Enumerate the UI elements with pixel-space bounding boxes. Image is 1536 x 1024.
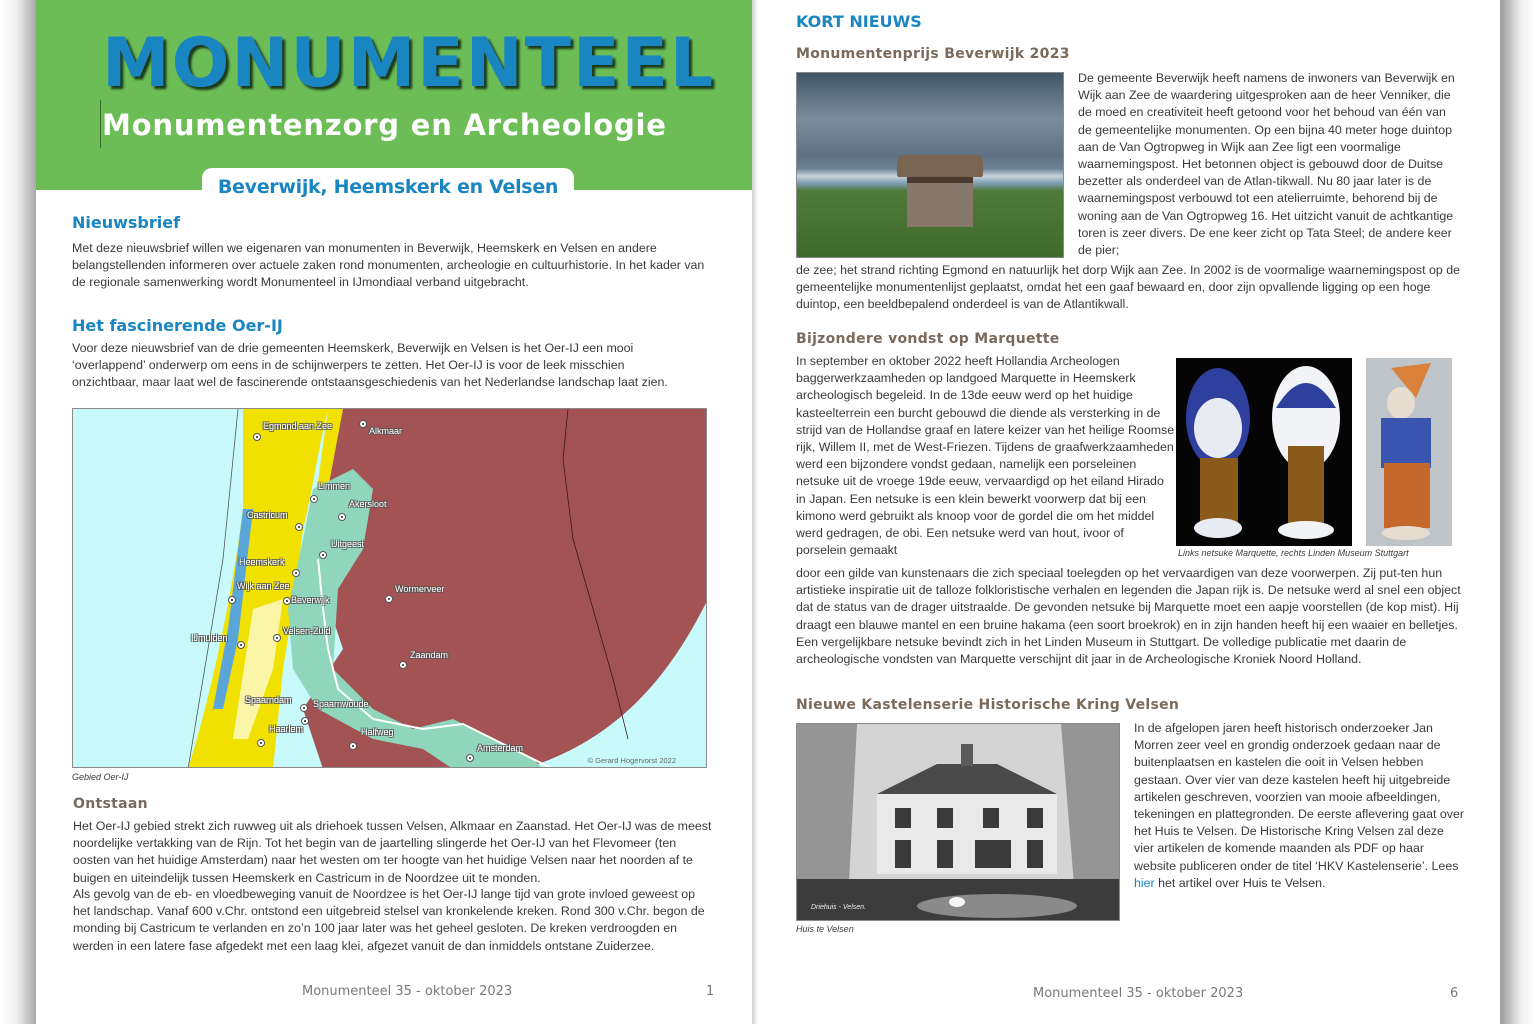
masthead-title: MONUMENTEEL <box>102 24 716 103</box>
map-dot <box>349 742 357 750</box>
netsuke-caption: Links netsuke Marquette, rechts Linden Museum Stuttgart <box>1178 548 1409 558</box>
hier-link[interactable]: hier <box>1134 875 1155 890</box>
map-label-egmond: Egmond aan Zee <box>263 421 333 431</box>
map-label-wijk-aan-zee: Wijk aan Zee <box>237 581 290 591</box>
page-footer: Monumenteel 35 - oktober 2023 <box>302 984 513 999</box>
heading-kastelenserie: Nieuwe Kastelenserie Historische Kring Velsen <box>796 697 1180 713</box>
page-number: 6 <box>1450 986 1459 1001</box>
map-caption: Gebied Oer-IJ <box>72 772 129 782</box>
map-label-beverwijk: Beverwijk <box>291 595 330 605</box>
map-dot <box>295 523 303 531</box>
map-dot <box>273 634 281 642</box>
map-label-spaarndam: Spaarndam <box>245 695 292 705</box>
castle-illustration <box>797 724 1120 921</box>
masthead <box>36 0 754 190</box>
masthead-subtitle: Monumentenzorg en Archeologie <box>102 108 667 142</box>
map-dot <box>300 704 308 712</box>
photo-huis-te-velsen <box>796 723 1120 921</box>
castle-photo-inscription: Driehuis - Velsen. <box>811 904 866 911</box>
map-label-amsterdam: Amsterdam <box>477 743 524 753</box>
map-dot <box>385 595 393 603</box>
photo-netsuke <box>1176 358 1452 546</box>
page-left <box>36 0 754 1024</box>
masthead-divider <box>100 100 101 148</box>
map-dot <box>292 569 300 577</box>
map-label-velsen-zuid: Velsen-Zuid <box>283 626 331 636</box>
spread-left-shadow <box>0 0 40 1024</box>
map-dot <box>237 641 245 649</box>
map-label-alkmaar: Alkmaar <box>369 426 403 436</box>
oer-ij-text: Voor deze nieuwsbrief van de drie gemeenten Heemskerk, Beverwijk en Velsen is het Oer-IJ een mooi ‘overlappend’ onderwerp om eens in de schijnwerpers te zetten. Het Oer-IJ is voor de leek misschien onzichtbaar, maar laat wel de fascinerende ontstaansgeschiedenis van het Nederlandse landschap laat zien. <box>72 341 668 390</box>
map-label-heemskerk: Heemskerk <box>239 557 285 567</box>
map-label-spaarnwoude: Spaarnwoude <box>313 699 369 709</box>
map-label-castricum: Castricum <box>247 510 288 520</box>
heading-oer-ij: Het fascinerende Oer-IJ <box>72 316 283 335</box>
kastelenserie-text-before: In de afgelopen jaren heeft historisch onderzoeker Jan Morren zeer veel en grondig onderzoek gedaan naar de buitenplaatsen en kastelen die ooit in Velsen hebben gestaan. Over vier van deze kastelen heeft hij uitgebreide artikelen geschreven, voorzien van mooie afbeeldingen, tekeningen en plattegronden. De eerste aflevering gaat over het Huis te Velsen. De Historische Kring Velsen zal deze vier artikelen de komende maanden als PDF op haar website publiceren onder de titel ‘HKV Kastelenserie’. Lees <box>1134 721 1464 873</box>
map-graphic <box>73 409 707 768</box>
map-label-uitgeest: Uitgeest <box>331 539 365 549</box>
netsuke-figures <box>1176 358 1452 546</box>
map-label-akersloot: Akersloot <box>349 499 387 509</box>
map-label-halfweg: Halfweg <box>361 727 394 737</box>
photo-bunker <box>796 72 1064 258</box>
map-label-ijmuiden: IJmuiden <box>191 633 228 643</box>
map-dot <box>257 739 265 747</box>
ontstaan-text-2: Als gevolg van de eb- en vloedbeweging vanuit de Noordzee is het Oer-IJ lange tijd van grote invloed geweest op het landschap. Vanaf 600 v.Chr. ontstond een uitgebreid stelsel van kronkelende kreken. Rond 300 v.Chr. begon de monding bij Castricum te verlanden en zo’n 100 jaar later was het geheel gesloten. De kreken verdroogden en werden in een latere fase afgedekt met een laag klei, afgezet vanuit de dan inmiddels ontstane Zuiderzee. <box>73 887 705 953</box>
heading-ontstaan: Ontstaan <box>73 796 148 812</box>
map-label-wormerveer: Wormerveer <box>395 584 445 594</box>
bunker-body <box>907 177 973 227</box>
oer-ij-map <box>72 408 707 768</box>
map-dot <box>359 420 367 428</box>
map-label-haarlem: Haarlem <box>269 724 304 734</box>
map-label-zaandam: Zaandam <box>410 650 449 660</box>
bunker-roof <box>897 155 983 177</box>
map-dot <box>283 597 291 605</box>
ontstaan-text-1: Het Oer-IJ gebied strekt zich ruwweg uit als driehoek tussen Velsen, Alkmaar en Zaanstad. Het Oer-IJ was de meest noordelijke vertakking van de Rijn. Tot het begin van de jaartelling slingerde het Oer-IJ van het Flevomeer (ten oosten van het huidige Amsterdam) naar het westen om ter hoogte van het huidige Velsen naar het noorden af te buigen en uiteindelijk tussen Heemskerk en Castricum in de Noordzee uit te monden. <box>73 819 712 885</box>
map-dot <box>466 754 474 762</box>
map-dot <box>319 551 327 559</box>
monumentenprijs-text-full: de zee; het strand richting Egmond en natuurlijk het dorp Wijk aan Zee. In 2002 is de voormalige waarnemingspost op de gemeentelijke monumentenlijst geplaatst, omdat het een gaaf bewaard en, door zijn opvallende ligging op een hoge duintop, een beeldbepalend onderdeel is van de Atlantikwall. <box>796 263 1460 312</box>
heading-marquette: Bijzondere vondst op Marquette <box>796 331 1060 347</box>
page-number: 1 <box>706 984 715 999</box>
map-dot <box>399 661 407 669</box>
monumentenprijs-text-side: De gemeente Beverwijk heeft namens de inwoners van Beverwijk en Wijk aan Zee de waardering uitgesproken aan de heer Venniker, die de moed en creativiteit heeft getoond voor het behoud van één van de gemeentelijke monumenten. Op een bijna 40 meter hoge duintop aan de Van Ogtropweg in Wijk aan Zee ligt een voormalige waarnemingspost. Het betonnen object is gebouwd door de Duitse bezetter als onderdeel van de Atlan-tikwall. Nu 80 jaar later is de waarnemingspost verbouwd tot een atelierruimte, behorend bij de woning aan de Van Ogtropweg 16. Het uitzicht vanuit de achtkantige toren is zeer divers. De ene keer zicht op Tata Steel; de andere keer de pier; <box>1078 71 1455 258</box>
page-footer: Monumenteel 35 - oktober 2023 <box>1033 986 1244 1001</box>
nieuwsbrief-text: Met deze nieuwsbrief willen we eigenaren van monumenten in Beverwijk, Heemskerk en Velsen en andere belangstellenden informeren over actuele zaken rond monumenten, archeologie en cultuurhistorie. In het kader van de regionale samenwerking wordt Monumenteel in IJmondiaal verband uitgebracht. <box>72 241 705 290</box>
castle-caption: Huis te Velsen <box>796 924 854 934</box>
heading-nieuwsbrief: Nieuwsbrief <box>72 213 181 232</box>
page-right <box>758 0 1500 1024</box>
heading-monumentenprijs: Monumentenprijs Beverwijk 2023 <box>796 46 1070 62</box>
map-dot <box>253 433 261 441</box>
map-dot <box>338 513 346 521</box>
kastelenserie-text-after: het artikel over Huis te Velsen. <box>1154 875 1326 890</box>
section-title-kort-nieuws: KORT NIEUWS <box>796 12 922 31</box>
map-dot <box>310 495 318 503</box>
map-label-limmen: Limmen <box>318 481 351 491</box>
marquette-text-full: door een gilde van kunstenaars die zich speciaal toelegden op het vervaardigen van deze voorwerpen. Zij put-ten hun artistieke inspiratie uit de talloze folkloristische verhalen en legenden die Japan rijk is. De netsuke werd al snel een object dat de status van de drager uitstraalde. De gevonden netsuke bij Marquette moet een aapje voorstellen (de kop mist). Hij draagt een blauwe mantel en een bruine hakama (een soort broekrok) en in zijn handen heeft hij een waaier en belletjes. Een vergelijkbare netsuke bevindt zich in het Linden Museum in Stuttgart. De volledige publicatie met daarin de archeologische vondsten van Marquette verschijnt dit jaar in de Archeologische Kroniek Noord Holland. <box>796 566 1461 667</box>
spread-right-shadow <box>1500 0 1536 1024</box>
marquette-text-side: In september en oktober 2022 heeft Hollandia Archeologen baggerwerkzaamheden op landgoed Marquette in Heemskerk archeologisch begeleid. In de 13de eeuw werd op het huidige kasteelterrein een burcht gebouwd die diende als versterking in de strijd van de Hollandse graaf en latere keizer van het heilige Roomse rijk, Willem II, met de West-Friezen. Tijdens de graafwerkzaamheden werd een bijzondere vondst gedaan, namelijk een porseleinen netsuke uit de vroege 19de eeuw, vervaardigd op het eiland Hirado in Japan. Een netsuke is een klein bewerkt voorwerp dat bij een kimono werd gebruikt als knoop voor de gordel die om het middel werd gedragen, de obi. Een netsuke werd van hout, ivoor of porselein gemaakt <box>796 354 1175 558</box>
kastelenserie-text <box>1134 720 1464 892</box>
map-dot <box>228 596 236 604</box>
map-copyright: © Gerard Hogervorst 2022 <box>587 756 676 765</box>
region-tab: Beverwijk, Heemskerk en Velsen <box>202 168 574 198</box>
